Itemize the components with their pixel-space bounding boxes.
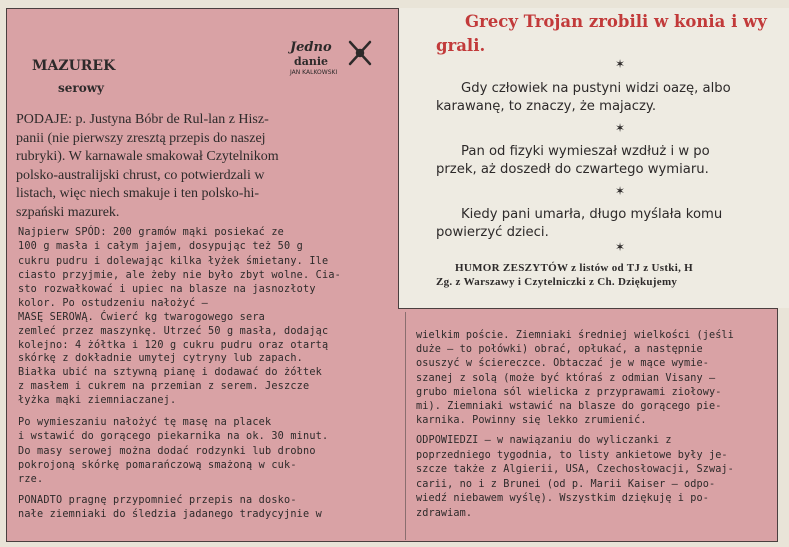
ziemniaki-paragraph: wielkim poście. Ziemniaki średniej wielkości (jeśli duże — to połówki) obrać, opłukać, a następnie osuszyć w ściereczce. Obtaczać je w mące wymie- szanej z solą (może być któraś z odmian Visany — grubo mielona sól wielicka z przyprawami ziołowy- mi). Ziemniaki wstawić na blasze do gorącego pie- karnika. Powinny się lekko zrumienić. <box>416 330 734 427</box>
intro-paragraph: PODAJE: p. Justyna Bóbr de Rul-lan z Hisz- panii (nie pierwszy zresztą przepis do naszej rubryki). W karnawale smakował Czytelnikom polsko-australijski chrust, co potwierdzali w listach, więc niech smakuje i ten polsko-hi- szpański mazurek. <box>16 112 279 220</box>
star-divider: ✶ <box>615 240 626 254</box>
humor-title-line2: grali. <box>436 36 486 55</box>
logo-text-1: Jedno <box>290 40 332 55</box>
star-divider: ✶ <box>615 121 626 135</box>
star-divider: ✶ <box>615 184 626 198</box>
joke-2: Pan od fizyki wymieszał wzdłuż i w po przek, aż doszedł do czwartego wymiaru. <box>436 144 710 177</box>
humor-footer: HUMOR ZESZYTÓW z listów od TJ z Ustki, H Zg. z Warszawy i Czytelniczki z Ch. Dziękujemy <box>436 262 694 288</box>
border-line <box>398 8 399 308</box>
joke-3: Kiedy pani umarła, długo myślała komu powierzyć dzieci. <box>436 207 723 240</box>
humor-title-line1: Grecy Trojan zrobili w konia i wy <box>465 12 767 31</box>
border-line <box>6 541 778 542</box>
border-line <box>6 8 398 9</box>
column-divider <box>405 312 406 540</box>
joke-1: Gdy człowiek na pustyni widzi oazę, albo karawanę, to znaczy, że majaczy. <box>436 81 731 114</box>
wymieszaniu-paragraph: Po wymieszaniu nałożyć tę masę na placek i wstawić do gorącego piekarnika na ok. 30 minut. Do masy serowej można dodać rodzynki lub drobno pokrojoną skórkę pomarańczową smażoną w cuk- rze. <box>18 417 329 486</box>
border-line <box>6 8 7 542</box>
border-line <box>777 308 778 542</box>
masa-serowa-paragraph: MASĘ SEROWĄ. Ćwierć kg twarogowego sera zemleć przez maszynkę. Utrzeć 50 g masła, dodając kolejno: 4 żółtka i 120 g cukru pudru oraz otartą skórkę z dokładnie umytej cytryny lub zapach. Białka ubić na sztywną pianę i dodawać do żółtek z masłem i cukrem na przemian z serem. Jeszcze łyżka mąki ziemniaczanej. <box>18 312 329 406</box>
logo-text-2: danie <box>294 55 328 68</box>
recipe-title: MAZUREK <box>32 58 116 74</box>
ponadto-paragraph: PONADTO pragnę przypomnieć przepis na dosko- nałe ziemniaki do śledzia jadanego tradycyjnie w <box>18 495 323 521</box>
odpowiedzi-paragraph: ODPOWIEDZI — w nawiązaniu do wyliczanki z poprzedniego tygodnia, to listy ankietowe były je- szcze także z Algierii, USA, Czechosłowacji, Szwaj- carii, no i z Brunei (od p. Marii Kaiser — odpo- wiedź niebawem wyślę). Wszystkim dziękuję i po- zdrawiam. <box>416 435 734 519</box>
border-line <box>398 308 778 309</box>
logo-author: JAN KALKOWSKI <box>290 69 338 76</box>
jedno-danie-logo <box>286 36 376 76</box>
crossed-utensils-icon <box>350 42 370 64</box>
spod-paragraph: Najpierw SPÓD: 200 gramów mąki posiekać ze 100 g masła i całym jajem, dosypując też 50 g cukru pudru i dolewając kilka łyżek śmietany. Ile ciasto przyjmie, ale żeby nie było zbyt wolne. Cia- sto rozwałkować i upiec na blasze na jasnozłoty kolor. Po ostudzeniu nałożyć — <box>18 227 342 310</box>
recipe-subtitle: serowy <box>58 81 105 95</box>
star-divider: ✶ <box>615 57 626 71</box>
